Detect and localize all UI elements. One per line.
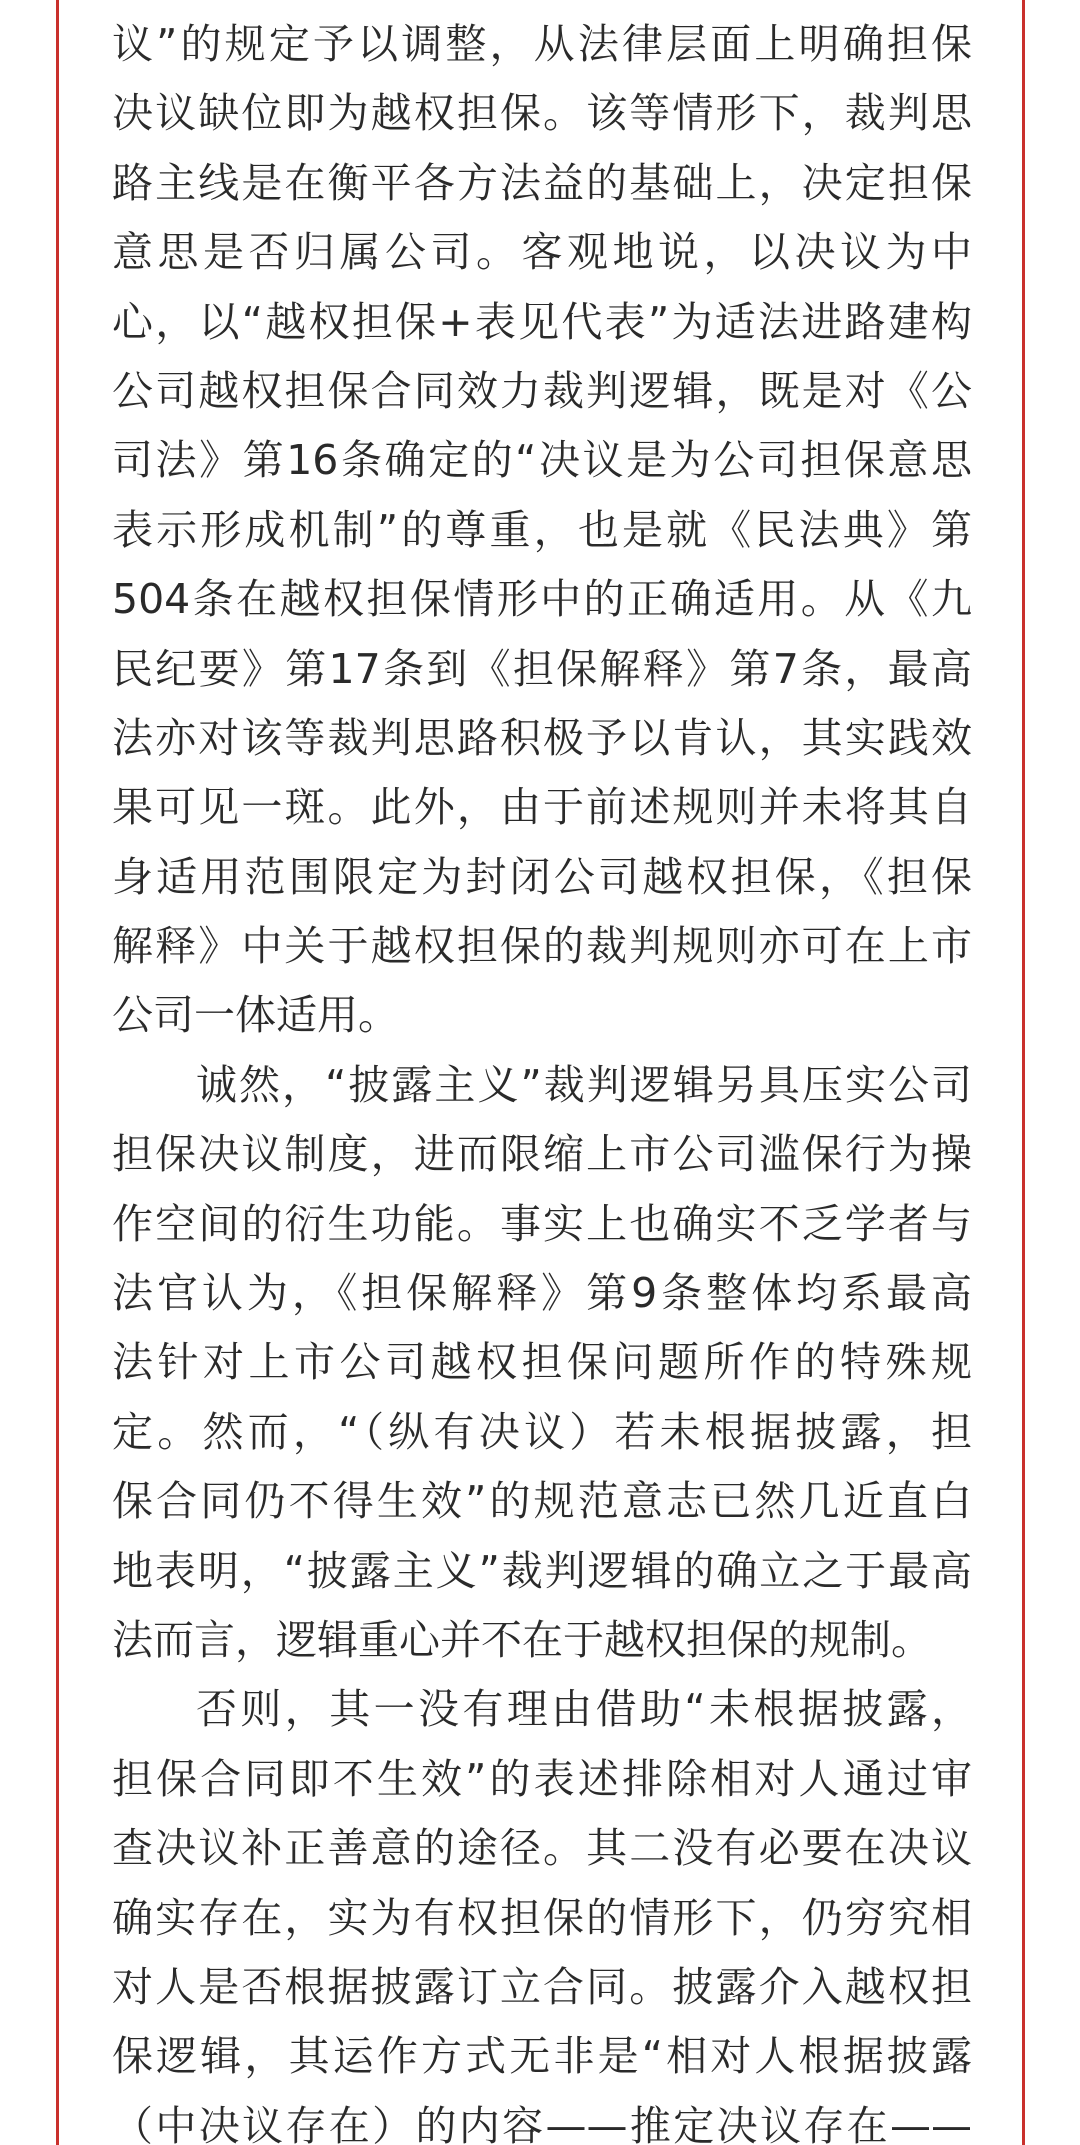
text-line: 议”的规定予以调整，从法律层面上明确担保 — [112, 20, 972, 68]
text-line: 司法》第16条确定的“决议是为公司担保意思 — [112, 436, 972, 485]
text-line: 公司越权担保合同效力裁判逻辑，既是对《公 — [112, 366, 972, 415]
text-line: 法针对上市公司越权担保问题所作的特殊规 — [112, 1338, 972, 1387]
text-line: 担保合同即不生效”的表述排除相对人通过审 — [112, 1754, 972, 1803]
text-line: 民纪要》第17条到《担保解释》第7条，最高 — [112, 644, 972, 693]
text-line: 果可见一斑。此外，由于前述规则并未将其自 — [112, 783, 972, 832]
text-line: 法而言，逻辑重心并不在于越权担保的规制。 — [112, 1615, 932, 1664]
text-line: 诚然，“披露主义”裁判逻辑另具压实公司 — [196, 1060, 972, 1109]
text-line: 意思是否归属公司。客观地说，以决议为中 — [112, 228, 972, 277]
text-line: 表示形成机制”的尊重，也是就《民法典》第 — [112, 505, 972, 554]
text-line: 路主线是在衡平各方法益的基础上，决定担保 — [112, 158, 972, 207]
text-line: 公司一体适用。 — [112, 991, 399, 1040]
text-line: 保合同仍不得生效”的规范意志已然几近直白 — [112, 1477, 972, 1526]
text-line: 决议缺位即为越权担保。该等情形下，裁判思 — [112, 89, 972, 138]
text-line: 对人是否根据披露订立合同。披露介入越权担 — [112, 1962, 972, 2011]
paragraph-1 — [112, 10, 972, 1051]
text-line: 作空间的衍生功能。事实上也确实不乏学者与 — [112, 1199, 972, 1248]
text-line: 身适用范围限定为封闭公司越权担保，《担保 — [112, 852, 972, 901]
text-line: 504条在越权担保情形中的正确适用。从《九 — [112, 575, 972, 624]
text-line: （中决议存在）的内容——推定决议存在—— — [112, 2101, 972, 2145]
text-line: 确实存在，实为有权担保的情形下，仍穷究相 — [112, 1893, 972, 1942]
text-line: 地表明，“披露主义”裁判逻辑的确立之于最高 — [112, 1546, 972, 1595]
text-line: 否则，其一没有理由借助“未根据披露， — [196, 1685, 972, 1734]
text-line: 担保决议制度，进而限缩上市公司滥保行为操 — [112, 1130, 972, 1179]
text-line: 解释》中关于越权担保的裁判规则亦可在上市 — [112, 922, 972, 971]
text-line: 保逻辑，其运作方式无非是“相对人根据披露 — [112, 2032, 972, 2081]
text-line: 心，以“越权担保+表见代表”为适法进路建构 — [112, 297, 972, 346]
text-line: 法亦对该等裁判思路积极予以肯认，其实践效 — [112, 713, 972, 762]
article-body — [112, 0, 972, 2145]
text-line: 定。然而，“（纵有决议）若未根据披露，担 — [112, 1407, 972, 1456]
left-red-border — [56, 0, 59, 2145]
paragraph-3 — [112, 1675, 972, 2145]
text-line: 法官认为，《担保解释》第9条整体均系最高 — [112, 1269, 972, 1318]
text-line: 查决议补正善意的途径。其二没有必要在决议 — [112, 1824, 972, 1873]
right-red-border — [1022, 0, 1025, 2145]
paragraph-2 — [112, 1051, 972, 1676]
